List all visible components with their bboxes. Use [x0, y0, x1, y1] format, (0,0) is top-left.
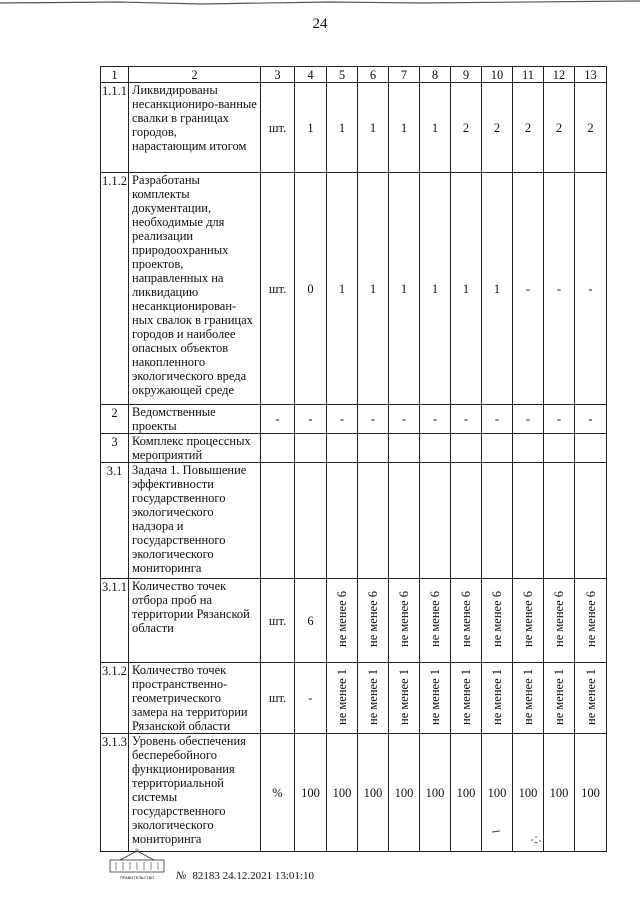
- value-cell: [482, 663, 513, 734]
- indicator-name-line: нарастающим итогом: [132, 139, 247, 153]
- indicator-name-line: бесперебойного: [132, 748, 217, 762]
- row-number-cell: 3.1.1: [101, 579, 129, 663]
- unit-cell: -: [261, 405, 295, 434]
- value-cell: [482, 463, 513, 579]
- value-cell: [575, 663, 607, 734]
- value-cell: [544, 434, 575, 463]
- row-number-cell: 1.1.1: [101, 83, 129, 173]
- value-cell: [327, 434, 358, 463]
- indicator-name-line: реализации: [132, 229, 194, 243]
- value-cell: -: [420, 405, 451, 434]
- value-cell: -: [544, 173, 575, 405]
- row-number-cell: 3.1.2: [101, 663, 129, 734]
- value-cell: 100: [327, 734, 358, 852]
- value-cell: 1: [389, 173, 420, 405]
- header-cell: 5: [327, 67, 358, 83]
- value-cell: 1: [389, 83, 420, 173]
- value-cell: [327, 579, 358, 663]
- indicator-name-line: экологического вреда: [132, 369, 247, 383]
- unit-cell: шт.: [261, 173, 295, 405]
- unit-cell: шт.: [261, 83, 295, 173]
- indicator-name-line: Уровень обеспечения: [132, 734, 246, 748]
- value-cell: 100: [295, 734, 327, 852]
- table-row: [101, 579, 607, 663]
- value-cell: 6: [295, 579, 327, 663]
- unit-cell: [261, 463, 295, 579]
- header-cell: 13: [575, 67, 607, 83]
- indicator-name-line: ликвидацию: [132, 285, 199, 299]
- indicator-name-line: функционирования: [132, 762, 235, 776]
- value-cell: -: [575, 405, 607, 434]
- value-cell: [420, 463, 451, 579]
- table-row: [101, 405, 607, 434]
- value-cell: [295, 434, 327, 463]
- value-cell: 2: [575, 83, 607, 173]
- value-cell: [358, 663, 389, 734]
- value-text: не менее 1: [552, 668, 566, 725]
- table-row: [101, 173, 607, 405]
- unit-cell: [261, 434, 295, 463]
- indicator-name-line: Рязанской области: [132, 719, 231, 733]
- indicator-name-line: природоохранных: [132, 243, 229, 257]
- indicator-name-line: свалки в границах: [132, 111, 229, 125]
- table-row: [101, 463, 607, 579]
- value-cell: 100: [358, 734, 389, 852]
- value-text: не менее 1: [583, 668, 598, 725]
- indicator-name-line: накопленного: [132, 355, 206, 369]
- header-row: [101, 67, 607, 83]
- value-cell: 2: [451, 83, 482, 173]
- value-cell: 1: [358, 173, 389, 405]
- value-cell: [327, 663, 358, 734]
- value-cell: -: [513, 405, 544, 434]
- header-cell: 11: [513, 67, 544, 83]
- unit-cell: шт.: [261, 663, 295, 734]
- value-text: не менее 6: [521, 591, 535, 647]
- header-cell: 7: [389, 67, 420, 83]
- value-cell: [575, 434, 607, 463]
- indicator-name-line: необходимые для: [132, 215, 225, 229]
- value-cell: [482, 579, 513, 663]
- value-cell: [513, 663, 544, 734]
- indicator-name-line: Разработаны: [132, 173, 200, 187]
- indicator-name-cell: [129, 83, 261, 173]
- value-cell: 1: [327, 83, 358, 173]
- indicator-name-line: городов,: [132, 125, 177, 139]
- value-cell: 2: [513, 83, 544, 173]
- value-cell: [389, 434, 420, 463]
- header-cell: 6: [358, 67, 389, 83]
- row-number-cell: 3: [101, 434, 129, 463]
- government-stamp: [108, 848, 166, 880]
- indicator-name-line: замера на территории: [132, 705, 248, 719]
- indicator-name-cell: [129, 463, 261, 579]
- indicator-name-cell: [129, 663, 261, 734]
- value-text: не менее 6: [459, 591, 473, 647]
- unit-cell: %: [261, 734, 295, 852]
- value-cell: [389, 663, 420, 734]
- value-cell: [389, 579, 420, 663]
- table-row: [101, 663, 607, 734]
- header-cell: 1: [101, 67, 129, 83]
- value-cell: 100: [389, 734, 420, 852]
- value-cell: [389, 463, 420, 579]
- stamp-caption: ПРАВИТЕЛЬСТВО: [119, 875, 155, 880]
- value-cell: -: [295, 663, 327, 734]
- indicator-name-line: экологического: [132, 505, 214, 519]
- indicator-name-line: городов и наиболее: [132, 327, 236, 341]
- indicator-name-line: пространственно-: [132, 677, 228, 691]
- value-cell: -: [389, 405, 420, 434]
- value-cell: [420, 579, 451, 663]
- value-text: не менее 6: [428, 591, 442, 647]
- indicator-name-line: государственного: [132, 491, 226, 505]
- value-cell: [575, 579, 607, 663]
- indicator-name-line: Количество точек: [132, 579, 227, 593]
- value-cell: 1: [420, 173, 451, 405]
- header-cell: 4: [295, 67, 327, 83]
- table-row: [101, 83, 607, 173]
- value-cell: [513, 434, 544, 463]
- value-text: не менее 6: [397, 591, 411, 647]
- header-cell: 3: [261, 67, 295, 83]
- indicator-name-line: области: [132, 621, 174, 635]
- indicator-name-line: государственного: [132, 533, 226, 547]
- indicator-name-line: документации,: [132, 201, 212, 215]
- indicator-name-cell: [129, 434, 261, 463]
- header-cell: 2: [129, 67, 261, 83]
- value-text: не менее 6: [366, 591, 380, 647]
- value-text: не менее 1: [335, 668, 349, 725]
- value-cell: [295, 463, 327, 579]
- indicator-name-line: геометрического: [132, 691, 221, 705]
- value-cell: [358, 434, 389, 463]
- indicator-name-line: Задача 1. Повышение: [132, 463, 247, 477]
- value-cell: 100: [420, 734, 451, 852]
- indicator-name-line: территориальной: [132, 776, 224, 790]
- registration-mark: №: [176, 870, 187, 882]
- indicator-name-line: проектов,: [132, 257, 184, 271]
- indicator-name-line: проекты: [132, 419, 177, 433]
- indicator-name-cell: [129, 173, 261, 405]
- value-cell: 1: [295, 83, 327, 173]
- value-text: не менее 6: [490, 591, 504, 647]
- indicators-table: [100, 66, 607, 852]
- value-text: не менее 1: [459, 668, 473, 725]
- value-cell: [575, 463, 607, 579]
- stamp-building-icon: [108, 848, 166, 874]
- value-cell: [544, 579, 575, 663]
- value-cell: -: [544, 405, 575, 434]
- indicator-name-line: экологического: [132, 818, 214, 832]
- value-cell: 1: [482, 173, 513, 405]
- scan-specks: [490, 826, 550, 846]
- indicator-name-line: системы: [132, 790, 178, 804]
- value-cell: [451, 434, 482, 463]
- value-cell: [544, 463, 575, 579]
- registration-info: 82183 24.12.2021 13:01:10: [192, 870, 314, 882]
- indicator-name-line: Количество точек: [132, 663, 227, 677]
- indicator-name-line: отбора проб на: [132, 593, 212, 607]
- indicator-name-line: Ведомственные: [132, 405, 216, 419]
- value-cell: 100: [544, 734, 575, 852]
- value-cell: [451, 663, 482, 734]
- indicator-name-cell: [129, 405, 261, 434]
- value-cell: -: [482, 405, 513, 434]
- row-number-cell: 3.1.3: [101, 734, 129, 852]
- value-cell: 100: [575, 734, 607, 852]
- row-number-cell: 3.1: [101, 463, 129, 579]
- page-number: 24: [312, 16, 328, 32]
- indicator-name-line: комплекты: [132, 187, 190, 201]
- indicator-name-line: окружающей среде: [132, 383, 235, 397]
- registration-line: [176, 870, 314, 882]
- value-cell: 1: [420, 83, 451, 173]
- indicator-name-line: надзора и: [132, 519, 184, 533]
- value-cell: 2: [544, 83, 575, 173]
- indicator-name-line: несанкционирован-: [132, 299, 237, 313]
- value-text: не менее 6: [552, 591, 566, 647]
- indicator-name-cell: [129, 579, 261, 663]
- value-cell: -: [451, 405, 482, 434]
- value-cell: [420, 663, 451, 734]
- indicator-name-line: эффективности: [132, 477, 214, 491]
- indicator-name-line: несанкциониро-ванные: [132, 97, 257, 111]
- value-cell: [451, 463, 482, 579]
- indicator-name-line: мониторинга: [132, 561, 202, 575]
- indicator-name-line: опасных объектов: [132, 341, 229, 355]
- value-cell: -: [327, 405, 358, 434]
- row-number-cell: 2: [101, 405, 129, 434]
- value-cell: [420, 434, 451, 463]
- indicator-name-line: экологического: [132, 547, 214, 561]
- value-text: не менее 1: [366, 668, 380, 725]
- value-cell: 1: [358, 83, 389, 173]
- value-cell: [544, 663, 575, 734]
- value-cell: -: [295, 405, 327, 434]
- value-cell: [358, 579, 389, 663]
- value-cell: 100: [451, 734, 482, 852]
- indicator-name-line: Комплекс процессных: [132, 434, 251, 448]
- value-text: не менее 1: [428, 668, 442, 725]
- indicator-name-line: мероприятий: [132, 448, 203, 462]
- indicator-name-line: Ликвидированы: [132, 83, 218, 97]
- value-text: не менее 6: [335, 591, 349, 647]
- header-cell: 8: [420, 67, 451, 83]
- value-cell: [513, 463, 544, 579]
- indicator-name-line: ных свалок в границах: [132, 313, 253, 327]
- indicator-name-line: мониторинга: [132, 832, 202, 846]
- value-cell: -: [513, 173, 544, 405]
- value-text: не менее 1: [521, 668, 535, 725]
- value-cell: 1: [451, 173, 482, 405]
- scan-edge-stroke: [0, 0, 640, 6]
- value-cell: [451, 579, 482, 663]
- header-cell: 12: [544, 67, 575, 83]
- indicator-name-line: территории Рязанской: [132, 607, 250, 621]
- value-cell: 2: [482, 83, 513, 173]
- value-cell: 1: [327, 173, 358, 405]
- value-text: не менее 1: [490, 668, 504, 725]
- value-cell: 100: [513, 734, 544, 852]
- value-cell: -: [575, 173, 607, 405]
- header-cell: 9: [451, 67, 482, 83]
- row-number-cell: 1.1.2: [101, 173, 129, 405]
- value-text: не менее 6: [583, 591, 598, 647]
- value-cell: [358, 463, 389, 579]
- value-cell: 100: [482, 734, 513, 852]
- header-cell: 10: [482, 67, 513, 83]
- indicator-name-line: направленных на: [132, 271, 224, 285]
- indicator-name-line: государственного: [132, 804, 226, 818]
- value-text: не менее 1: [397, 668, 411, 725]
- value-cell: [482, 434, 513, 463]
- value-cell: 0: [295, 173, 327, 405]
- value-cell: [513, 579, 544, 663]
- value-cell: [327, 463, 358, 579]
- unit-cell: шт.: [261, 579, 295, 663]
- indicator-name-cell: [129, 734, 261, 852]
- table-row: [101, 434, 607, 463]
- value-cell: -: [358, 405, 389, 434]
- table-body: [101, 67, 607, 852]
